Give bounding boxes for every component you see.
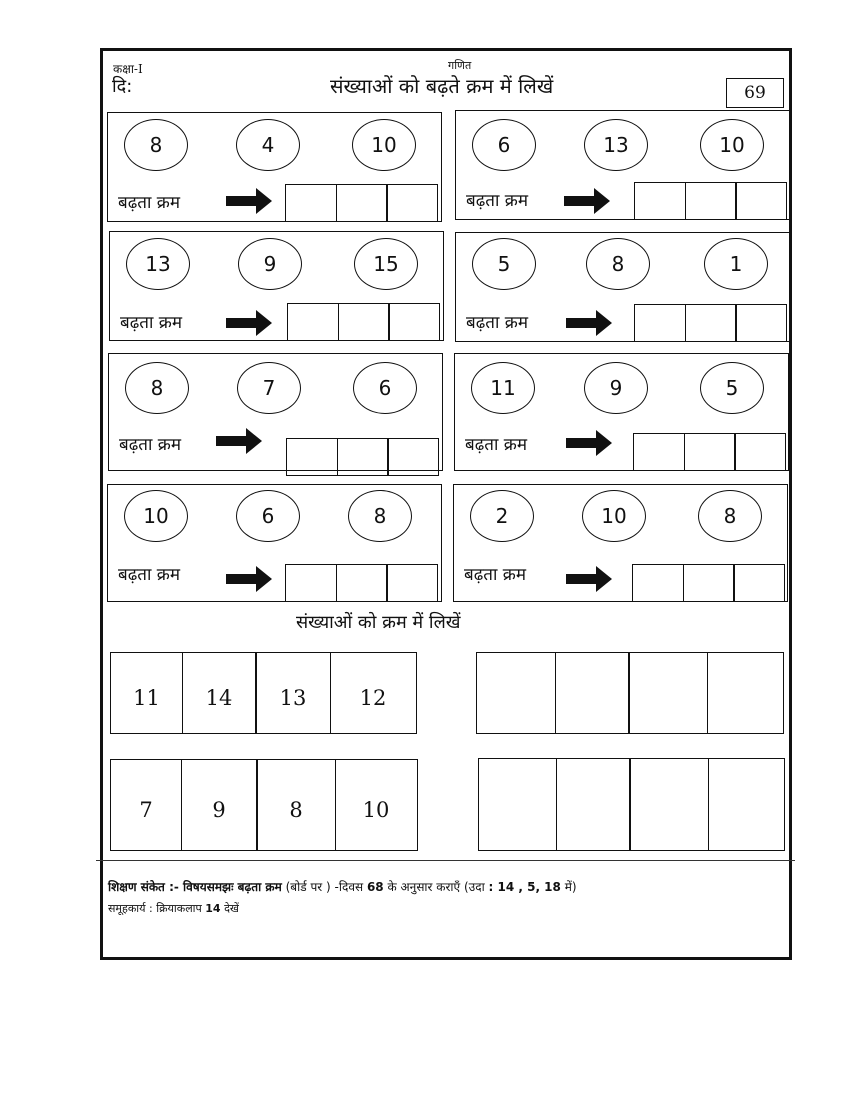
right-arrow-icon (566, 566, 612, 596)
answer-cell[interactable] (685, 182, 737, 220)
answer-cell[interactable] (387, 438, 439, 476)
note-day: 68 (366, 880, 384, 894)
answer-cell[interactable] (629, 758, 709, 851)
group-work-note (108, 901, 239, 916)
answer-cell[interactable] (628, 652, 708, 734)
number-circle: 15 (354, 238, 418, 290)
number-circle: 10 (352, 119, 416, 171)
number-circle: 8 (586, 238, 650, 290)
answer-cell[interactable] (338, 303, 390, 341)
number-circle: 10 (700, 119, 764, 171)
number-circle: 8 (124, 119, 188, 171)
note-heading: शिक्षण संकेत :- विषयसमझः बढ़ता क्रम (108, 880, 282, 894)
answer-cell[interactable] (286, 438, 338, 476)
answer-cells (634, 304, 787, 342)
answer-row (478, 758, 785, 851)
answer-cell[interactable] (632, 564, 684, 602)
answer-cell[interactable] (285, 564, 337, 602)
order-label: बढ़ता क्रम (120, 313, 182, 333)
answer-cell[interactable] (684, 433, 736, 471)
answer-cell[interactable] (287, 303, 339, 341)
answer-cell[interactable] (555, 652, 630, 734)
answer-cell[interactable] (735, 304, 787, 342)
number-circle: 5 (472, 238, 536, 290)
order-label: बढ़ता क्रम (119, 435, 181, 455)
number-circle: 4 (236, 119, 300, 171)
class-label: कक्षा-I (113, 62, 143, 76)
order-label: बढ़ता क्रम (465, 435, 527, 455)
sequence-cell: 9 (181, 759, 258, 851)
note-text: के अनुसार कराएँ (उदा (383, 880, 489, 894)
sequence-cell: 11 (110, 652, 183, 734)
number-circle: 10 (582, 490, 646, 542)
sequence-row (110, 759, 418, 851)
number-circle: 6 (236, 490, 300, 542)
answer-cells (285, 564, 438, 602)
number-circle: 6 (472, 119, 536, 171)
number-circle: 10 (124, 490, 188, 542)
number-circle: 1 (704, 238, 768, 290)
answer-cell[interactable] (478, 758, 557, 851)
answer-cell[interactable] (388, 303, 440, 341)
group-text: समूहकार्य : क्रियाकलाप (108, 902, 206, 915)
sequence-cell: 14 (182, 652, 257, 734)
answer-cells (632, 564, 785, 602)
answer-cell[interactable] (634, 182, 686, 220)
number-circle: 2 (470, 490, 534, 542)
note-text: में) (560, 880, 577, 894)
teaching-note (108, 878, 577, 895)
right-arrow-icon (566, 430, 612, 460)
right-arrow-icon (226, 566, 272, 596)
order-label: बढ़ता क्रम (466, 191, 528, 211)
number-circle: 9 (238, 238, 302, 290)
number-circle: 13 (584, 119, 648, 171)
answer-cell[interactable] (556, 758, 631, 851)
answer-row (476, 652, 784, 734)
group-text: देखें (220, 902, 239, 915)
order-label: बढ़ता क्रम (118, 565, 180, 585)
date-label: दि: (112, 76, 133, 97)
number-circle: 13 (126, 238, 190, 290)
answer-cell[interactable] (685, 304, 737, 342)
answer-cell[interactable] (708, 758, 785, 851)
answer-cell[interactable] (633, 433, 685, 471)
answer-cell[interactable] (386, 564, 438, 602)
answer-cells (633, 433, 786, 471)
order-label: बढ़ता क्रम (466, 313, 528, 333)
sequence-cell: 13 (255, 652, 331, 734)
number-circle: 8 (125, 362, 189, 414)
answer-cell[interactable] (337, 438, 389, 476)
sequence-cell: 8 (256, 759, 336, 851)
number-circle: 9 (584, 362, 648, 414)
answer-cell[interactable] (733, 564, 785, 602)
order-label: बढ़ता क्रम (118, 193, 180, 213)
section2-title: संख्याओं को क्रम में लिखें (296, 612, 461, 633)
number-circle: 8 (698, 490, 762, 542)
answer-cell[interactable] (476, 652, 556, 734)
answer-cell[interactable] (634, 304, 686, 342)
note-example: : 14 , 5, 18 (488, 880, 561, 894)
number-circle: 5 (700, 362, 764, 414)
number-circle: 6 (353, 362, 417, 414)
page-title: संख्याओं को बढ़ते क्रम में लिखें (330, 74, 554, 98)
answer-cell[interactable] (336, 564, 388, 602)
sequence-cell: 7 (110, 759, 182, 851)
page-number: 69 (726, 78, 784, 108)
answer-cells (634, 182, 787, 220)
answer-cells (285, 184, 438, 222)
sequence-cell: 10 (335, 759, 418, 851)
right-arrow-icon (226, 188, 272, 218)
right-arrow-icon (216, 428, 262, 458)
right-arrow-icon (226, 310, 272, 340)
answer-cell[interactable] (336, 184, 388, 222)
answer-cell[interactable] (683, 564, 735, 602)
right-arrow-icon (566, 310, 612, 340)
subject-label: गणित (448, 59, 472, 72)
number-circle: 8 (348, 490, 412, 542)
sequence-row (110, 652, 417, 734)
footer-divider (96, 860, 795, 861)
note-text: (बोर्ड पर ) -दिवस (281, 880, 367, 894)
number-circle: 11 (471, 362, 535, 414)
answer-cell[interactable] (386, 184, 438, 222)
order-label: बढ़ता क्रम (464, 565, 526, 585)
answer-cell[interactable] (285, 184, 337, 222)
right-arrow-icon (564, 188, 610, 218)
answer-cell[interactable] (734, 433, 786, 471)
sequence-cell: 12 (330, 652, 417, 734)
answer-cells (287, 303, 440, 341)
answer-cell[interactable] (707, 652, 784, 734)
answer-cells (286, 438, 439, 476)
number-circle: 7 (237, 362, 301, 414)
answer-cell[interactable] (735, 182, 787, 220)
group-activity-number: 14 (205, 902, 221, 915)
